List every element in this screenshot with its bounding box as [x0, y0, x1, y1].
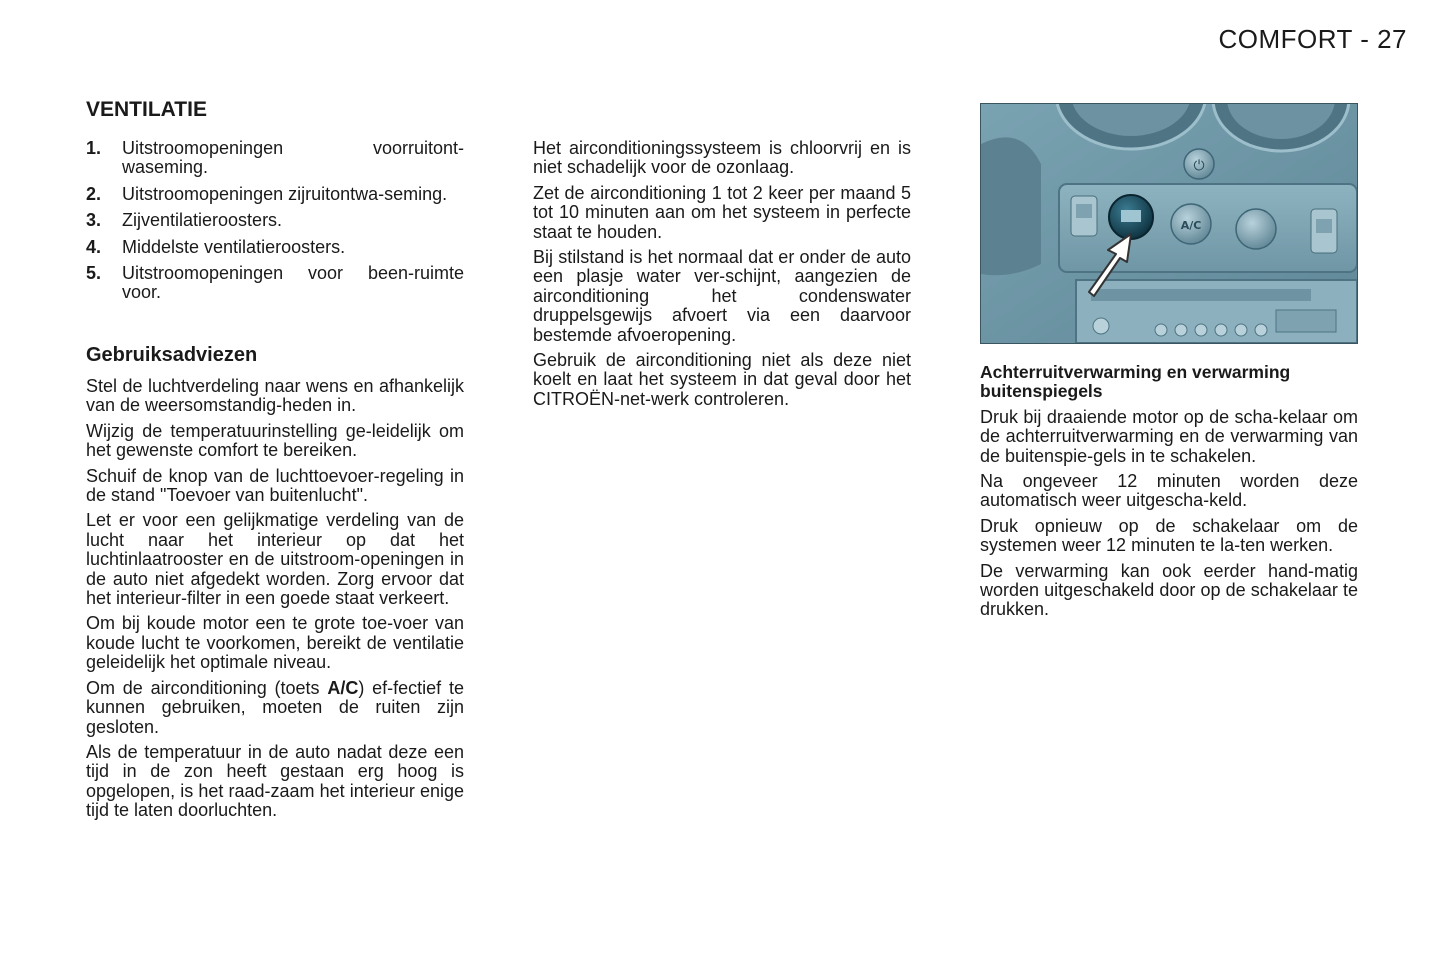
- ac-text-before: Om de airconditioning (toets: [86, 677, 328, 698]
- subheading: Achterruitverwarming en verwarming buitenspiegels: [980, 362, 1291, 402]
- list-item: [86, 238, 464, 257]
- paragraph: Na ongeveer 12 minuten worden deze automatisch weer uitgescha-keld.: [980, 471, 1358, 511]
- paragraph-ac: [86, 679, 464, 737]
- paragraph: Druk bij draaiende motor op de scha-kelaar om de achterruitverwarming en de verwarming van de buitenspie-gels in te schakelen.: [980, 406, 1358, 466]
- rear-heating-body: [980, 363, 1358, 626]
- list-text: Uitstroomopeningen voorruitont-waseming.: [122, 138, 464, 178]
- svg-text:⏻: ⏻: [1193, 158, 1205, 174]
- list-num: 4.: [86, 236, 102, 257]
- airco-body: [533, 139, 911, 415]
- paragraph: Wijzig de temperatuurinstelling ge-leidelijk om het gewenste comfort te bereiken.: [86, 420, 464, 461]
- section-title-ventilatie: VENTILATIE: [86, 98, 207, 121]
- list-item: [86, 211, 464, 230]
- ac-key-label: A/C: [327, 677, 359, 698]
- paragraph: Om bij koude motor een te grote toe-voer van koude lucht te voorkomen, bereikt de ventilatie geleidelijk het optimale niveau.: [86, 613, 464, 673]
- advice-body: [86, 377, 464, 827]
- list-text: Middelste ventilatieroosters.: [122, 236, 346, 257]
- paragraph: De verwarming kan ook eerder hand-matig worden uitgeschakeld door op de schakelaar te drukken.: [980, 560, 1358, 620]
- dashboard-photo: [980, 103, 1358, 344]
- page-header: COMFORT - 27: [1218, 24, 1407, 54]
- paragraph: Het airconditioningssysteem is chloorvrij en is niet schadelijk voor de ozonlaag.: [533, 138, 911, 178]
- list-text: Zijventilatieroosters.: [122, 210, 283, 231]
- paragraph: Druk opnieuw op de schakelaar om de systemen weer 12 minuten te la-ten werken.: [980, 515, 1358, 556]
- list-text: Uitstroomopeningen zijruitontwa-seming.: [122, 183, 448, 204]
- list-item: [86, 264, 464, 303]
- ac-button-label: A/C: [1180, 219, 1202, 232]
- list-num: 2.: [86, 183, 102, 204]
- dashboard-illustration: [981, 104, 1357, 343]
- section-title-gebruiksadviezen: Gebruiksadviezen: [86, 344, 258, 366]
- paragraph: Bij stilstand is het normaal dat er onder de auto een plasje water ver-schijnt, aangezien de airconditioning het condenswater druppelsgewijs afvoert via een daarvoor bestemde afvoeropening.: [533, 247, 911, 345]
- list-num: 5.: [86, 263, 102, 284]
- paragraph: Stel de luchtverdeling naar wens en afhankelijk van de weersomstandig-heden in.: [86, 376, 464, 416]
- list-item: [86, 139, 464, 178]
- ac-text-after: ) ef-fectief te kunnen gebruiken, moeten de ruiten zijn gesloten.: [86, 677, 464, 737]
- vent-list: [86, 139, 464, 310]
- list-text: Uitstroomopeningen voor been-ruimte voor.: [122, 263, 464, 303]
- paragraph: Gebruik de airconditioning niet als deze niet koelt en laat het systeem in dat geval door het CITROËN-net-werk controleren.: [533, 350, 911, 409]
- paragraph: Schuif de knop van de luchttoevoer-regeling in de stand "Toevoer van buitenlucht".: [86, 465, 464, 506]
- list-num: 1.: [86, 138, 102, 158]
- paragraph: Let er voor een gelijkmatige verdeling van de lucht naar het interieur op dat het luchtinlaatrooster en de uitstroom-openingen in de auto niet afgedekt worden. Zorg ervoor dat het interieur-filter in een goede staat verkeert.: [86, 510, 464, 609]
- list-item: [86, 185, 464, 204]
- list-num: 3.: [86, 210, 102, 231]
- paragraph: Zet de airconditioning 1 tot 2 keer per maand 5 tot 10 minuten aan om het systeem in perfecte staat te houden.: [533, 182, 911, 242]
- paragraph: Als de temperatuur in de auto nadat deze een tijd in de zon heeft gestaan erg hoog is opgelopen, is het raad-zaam het interieur enige tijd te laten doorluchten.: [86, 741, 464, 821]
